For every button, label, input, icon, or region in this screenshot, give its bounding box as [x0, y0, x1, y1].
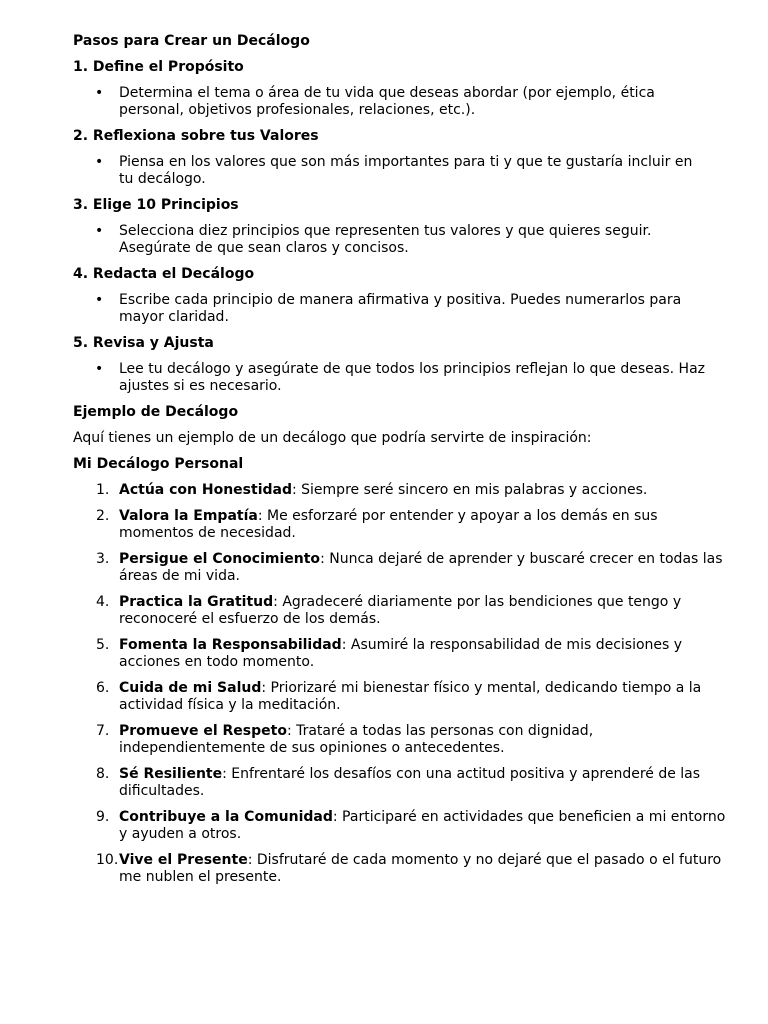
item-title: Actúa con Honestidad [119, 482, 292, 498]
item-text: : Nunca dejaré de aprender y buscaré crecer en todas las áreas de mi vida. [119, 551, 723, 584]
item-text: : Participaré en actividades que beneficien a mi entorno y ayuden a otros. [119, 809, 726, 842]
item-text: : Priorizaré mi bienestar físico y mental, dedicando tiempo a la actividad física y la meditación. [119, 680, 702, 713]
step-bullets-2 [73, 154, 768, 188]
item-text: : Asumiré la responsabilidad de mis decisiones y acciones en todo momento. [119, 637, 683, 670]
item-number: 6. [96, 680, 110, 696]
example-intro: Aquí tienes un ejemplo de un decálogo que podría servirte de inspiración: [73, 430, 592, 446]
step-bullets-1 [73, 85, 768, 119]
step-heading-4: 4. Redacta el Decálogo [73, 266, 255, 282]
step-bullet-5: • Lee tu decálogo y asegúrate de que todos los principios reflejan lo que deseas. Haz ajustes si es necesario. [73, 361, 709, 395]
decalogue-item-9 [73, 809, 733, 843]
step-bullets-3 [73, 223, 768, 257]
step-heading-1: 1. Define el Propósito [73, 59, 244, 75]
item-title: Valora la Empatía [119, 508, 258, 524]
item-title: Contribuye a la Comunidad [119, 809, 333, 825]
item-number: 8. [96, 766, 110, 782]
decalogue-item-2 [73, 508, 733, 542]
item-number: 5. [96, 637, 110, 653]
step-heading-5: 5. Revisa y Ajusta [73, 335, 214, 351]
decalogue-item-4 [73, 594, 733, 628]
decalogue-item-6 [73, 680, 733, 714]
decalogue-item-7 [73, 723, 733, 757]
item-title: Practica la Gratitud [119, 594, 274, 610]
item-number: 2. [96, 508, 110, 524]
document-title: Pasos para Crear un Decálogo [73, 33, 310, 49]
item-title: Fomenta la Responsabilidad [119, 637, 342, 653]
item-text: : Trataré a todas las personas con dignidad, independientemente de sus opiniones o antecedentes. [119, 723, 594, 756]
step-heading-3: 3. Elige 10 Principios [73, 197, 239, 213]
step-bullet-1: • Determina el tema o área de tu vida que deseas abordar (por ejemplo, ética personal, objetivos profesionales, relaciones, etc.). [73, 85, 709, 119]
step-bullets-4 [73, 292, 768, 326]
step-bullet-3: • Selecciona diez principios que representen tus valores y que quieres seguir. Asegúrate de que sean claros y concisos. [73, 223, 709, 257]
step-bullet-4: • Escribe cada principio de manera afirmativa y positiva. Puedes numerarlos para mayor claridad. [73, 292, 709, 326]
item-text: : Disfrutaré de cada momento y no dejaré que el pasado o el futuro me nublen el presente. [119, 852, 722, 885]
example-subheading: Mi Decálogo Personal [73, 456, 244, 472]
item-number: 4. [96, 594, 110, 610]
item-title: Persigue el Conocimiento [119, 551, 321, 567]
item-text: : Siempre seré sincero en mis palabras y acciones. [291, 482, 648, 498]
item-text: : Me esforzaré por entender y apoyar a los demás en sus momentos de necesidad. [119, 508, 658, 541]
item-number: 9. [96, 809, 110, 825]
decalogue-item-8 [73, 766, 733, 800]
step-bullets-5 [73, 361, 768, 395]
item-title: Sé Resiliente [119, 766, 223, 782]
item-text: : Enfrentaré los desafíos con una actitud positiva y aprenderé de las dificultades. [119, 766, 701, 799]
decalogue-item-10 [73, 852, 733, 886]
item-number: 3. [96, 551, 110, 567]
decalogue-list [73, 482, 768, 886]
item-text: : Agradeceré diariamente por las bendiciones que tengo y reconoceré el esfuerzo de los demás. [119, 594, 682, 627]
item-title: Cuida de mi Salud [119, 680, 262, 696]
step-heading-2: 2. Reflexiona sobre tus Valores [73, 128, 319, 144]
step-bullet-2: • Piensa en los valores que son más importantes para ti y que te gustaría incluir en tu decálogo. [73, 154, 709, 188]
decalogue-item-5 [73, 637, 733, 671]
item-title: Vive el Presente [119, 852, 248, 868]
item-number: 10. [96, 852, 119, 868]
item-title: Promueve el Respeto [119, 723, 287, 739]
example-heading: Ejemplo de Decálogo [73, 404, 239, 420]
decalogue-item-3 [73, 551, 733, 585]
item-number: 7. [96, 723, 110, 739]
item-number: 1. [96, 482, 110, 498]
decalogue-item-1 [73, 482, 733, 499]
